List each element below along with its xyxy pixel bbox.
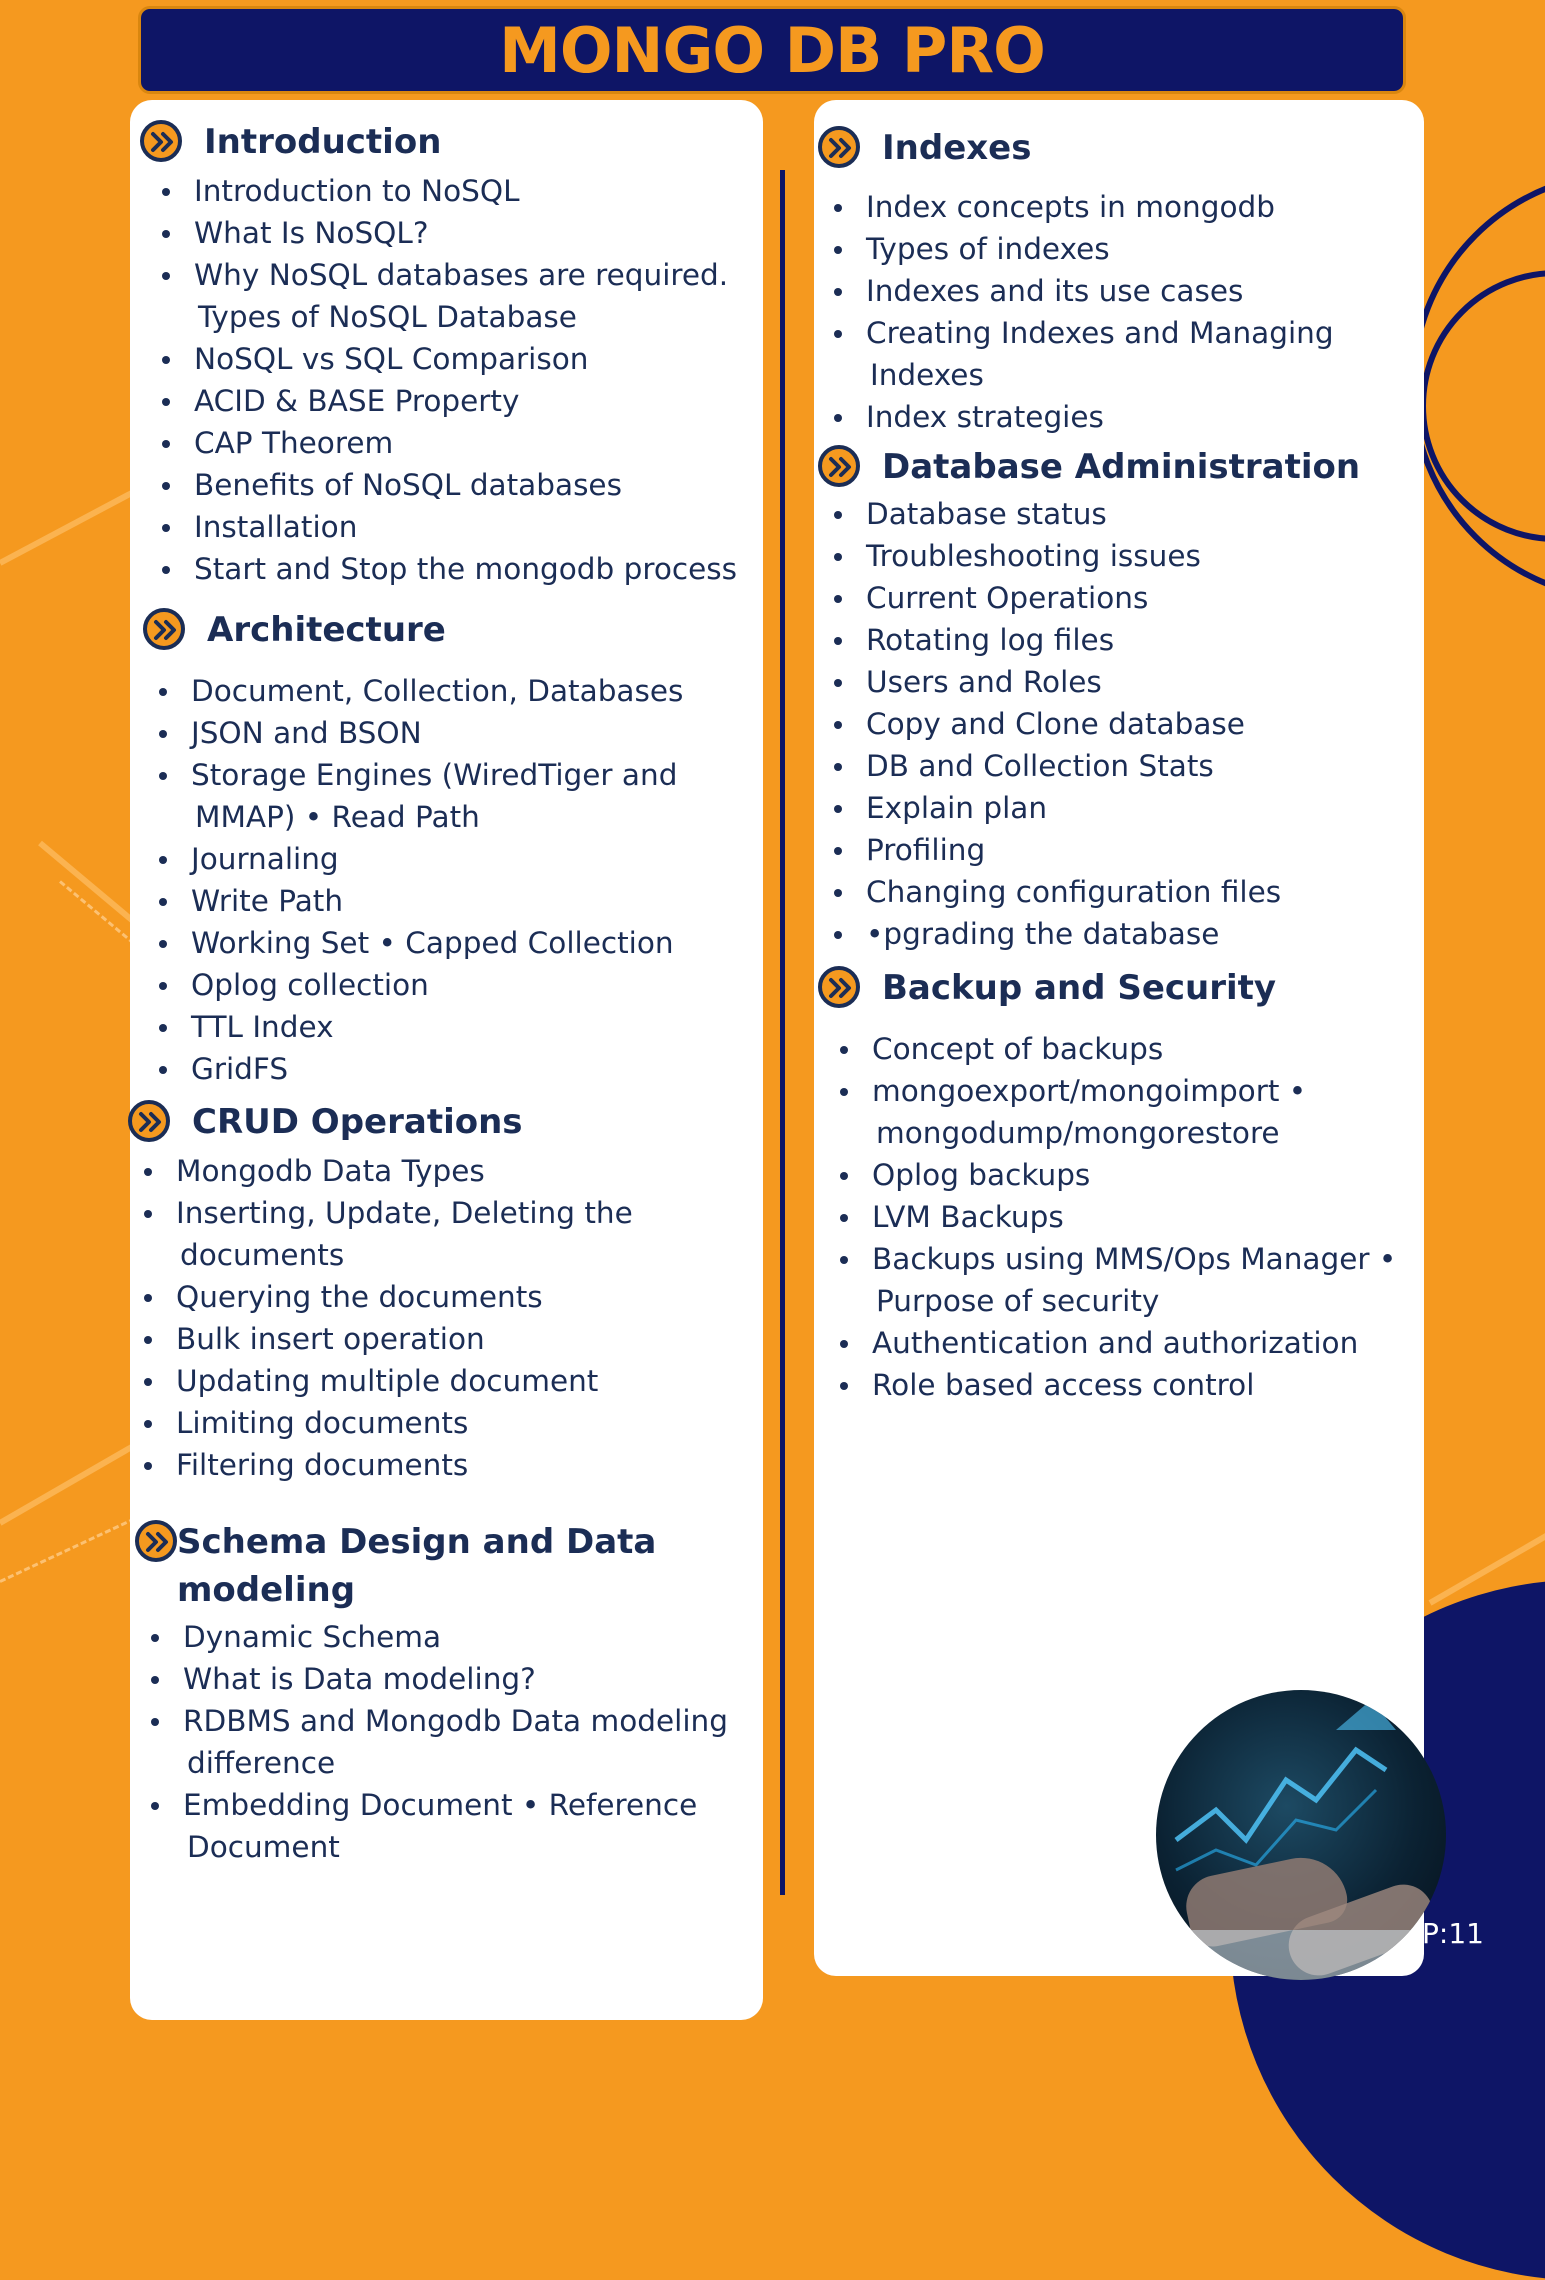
topic-item xyxy=(158,170,737,212)
topic-text: Embedding Document • Reference xyxy=(183,1788,698,1822)
topic-item xyxy=(836,1322,1396,1364)
topic-text: Types of indexes xyxy=(866,232,1110,266)
column-divider xyxy=(780,170,785,1895)
section-crud-operations xyxy=(128,1098,633,1486)
topic-text-continued: mongodump/mongorestore xyxy=(876,1116,1280,1150)
topic-item xyxy=(158,548,737,590)
topic-list xyxy=(830,186,1334,438)
section-database-administration xyxy=(818,443,1360,955)
topic-text: Users and Roles xyxy=(866,665,1102,699)
topic-text: Introduction to NoSQL xyxy=(194,174,520,208)
section-title: CRUD Operations xyxy=(192,1102,523,1142)
topic-item xyxy=(155,754,683,838)
topic-item xyxy=(155,838,683,880)
topic-item xyxy=(830,312,1334,396)
topic-item xyxy=(140,1150,633,1192)
topic-item xyxy=(155,922,683,964)
topic-item xyxy=(830,703,1360,745)
topic-item xyxy=(836,1028,1396,1070)
topic-list xyxy=(155,670,683,1090)
topic-text: Why NoSQL databases are required. xyxy=(194,258,729,292)
title-banner xyxy=(138,6,1406,94)
topic-list xyxy=(158,170,737,590)
double-chevron-right-icon xyxy=(818,966,860,1008)
topic-text-continued: Types of NoSQL Database xyxy=(198,300,577,334)
topic-text: Oplog backups xyxy=(872,1158,1091,1192)
topic-text: Journaling xyxy=(191,842,339,876)
topic-text: Current Operations xyxy=(866,581,1149,615)
topic-text: Document, Collection, Databases xyxy=(191,674,684,708)
topic-text: Copy and Clone database xyxy=(866,707,1245,741)
topic-item xyxy=(830,396,1334,438)
section-heading xyxy=(818,964,1396,1012)
topic-list xyxy=(836,1028,1396,1406)
section-title: Backup and Security xyxy=(882,968,1277,1008)
topic-item xyxy=(830,535,1360,577)
topic-item xyxy=(155,1006,683,1048)
topic-text: Installation xyxy=(194,510,358,544)
topic-text: Working Set • Capped Collection xyxy=(191,926,674,960)
topic-item xyxy=(147,1616,728,1658)
topic-text: Profiling xyxy=(866,833,986,867)
section-introduction xyxy=(140,118,737,590)
section-heading xyxy=(818,124,1334,172)
double-chevron-right-icon xyxy=(135,1520,177,1562)
topic-text: Inserting, Update, Deleting the xyxy=(176,1196,633,1230)
topic-text: GridFS xyxy=(191,1052,289,1086)
laptop-typing-photo xyxy=(1156,1690,1446,1980)
topic-item xyxy=(158,506,737,548)
topic-text: LVM Backups xyxy=(872,1200,1064,1234)
topic-list xyxy=(147,1616,728,1868)
section-architecture xyxy=(143,606,683,1090)
topic-text-continued: Indexes xyxy=(870,358,984,392)
topic-text: Updating multiple document xyxy=(176,1364,599,1398)
topic-item xyxy=(158,380,737,422)
topic-text: ACID & BASE Property xyxy=(194,384,520,418)
section-heading xyxy=(128,1098,633,1146)
topic-text: Indexes and its use cases xyxy=(866,274,1244,308)
topic-text-continued: MMAP) • Read Path xyxy=(195,800,480,834)
topic-text: CAP Theorem xyxy=(194,426,394,460)
topic-item xyxy=(830,745,1360,787)
topic-text: JSON and BSON xyxy=(191,716,422,750)
topic-item xyxy=(830,577,1360,619)
topic-item xyxy=(830,186,1334,228)
topic-item xyxy=(155,712,683,754)
topic-item xyxy=(140,1192,633,1276)
double-chevron-right-icon xyxy=(818,126,860,168)
topic-item xyxy=(830,871,1360,913)
topic-item xyxy=(140,1318,633,1360)
topic-item xyxy=(830,228,1334,270)
topic-item xyxy=(147,1658,728,1700)
topic-item xyxy=(140,1360,633,1402)
topic-text: •pgrading the database xyxy=(866,917,1220,951)
section-title: Indexes xyxy=(882,128,1032,168)
section-title: Introduction xyxy=(204,122,442,162)
page-number: P:11 xyxy=(1422,1917,1484,1950)
topic-text: Role based access control xyxy=(872,1368,1255,1402)
section-title: Schema Design and Data modeling xyxy=(177,1522,657,1610)
topic-item xyxy=(158,212,737,254)
double-chevron-right-icon xyxy=(143,608,185,650)
topic-list xyxy=(140,1150,633,1486)
section-heading xyxy=(143,606,683,654)
topic-item xyxy=(147,1700,728,1784)
double-chevron-right-icon xyxy=(140,120,182,162)
topic-text: Write Path xyxy=(191,884,344,918)
topic-text: Rotating log files xyxy=(866,623,1115,657)
topic-text: Creating Indexes and Managing xyxy=(866,316,1334,350)
topic-text: Backups using MMS/Ops Manager • xyxy=(872,1242,1397,1276)
topic-item xyxy=(830,661,1360,703)
page-title: MONGO DB PRO xyxy=(499,14,1045,87)
topic-item xyxy=(155,880,683,922)
topic-text: Oplog collection xyxy=(191,968,429,1002)
topic-text-continued: documents xyxy=(180,1238,345,1272)
topic-item xyxy=(830,619,1360,661)
topic-item xyxy=(836,1154,1396,1196)
section-heading xyxy=(135,1518,728,1614)
topic-item xyxy=(158,422,737,464)
topic-item xyxy=(836,1364,1396,1406)
topic-text: Explain plan xyxy=(866,791,1048,825)
topic-item xyxy=(140,1276,633,1318)
topic-item xyxy=(140,1402,633,1444)
topic-text: Troubleshooting issues xyxy=(866,539,1201,573)
topic-text: Index strategies xyxy=(866,400,1104,434)
section-heading xyxy=(818,443,1360,491)
topic-item xyxy=(836,1070,1396,1154)
section-title: Database Administration xyxy=(882,447,1361,487)
topic-item xyxy=(836,1238,1396,1322)
topic-text: Querying the documents xyxy=(176,1280,543,1314)
double-chevron-right-icon xyxy=(128,1100,170,1142)
section-heading xyxy=(140,118,737,166)
topic-item xyxy=(155,1048,683,1090)
topic-text: What Is NoSQL? xyxy=(194,216,429,250)
topic-text: Limiting documents xyxy=(176,1406,469,1440)
topic-item xyxy=(140,1444,633,1486)
topic-item xyxy=(830,913,1360,955)
double-chevron-right-icon xyxy=(818,445,860,487)
topic-text: Authentication and authorization xyxy=(872,1326,1359,1360)
topic-text: RDBMS and Mongodb Data modeling xyxy=(183,1704,728,1738)
topic-text: Start and Stop the mongodb process xyxy=(194,552,737,586)
topic-item xyxy=(158,338,737,380)
topic-text: Benefits of NoSQL databases xyxy=(194,468,622,502)
topic-text: Filtering documents xyxy=(176,1448,469,1482)
topic-text: Database status xyxy=(866,497,1107,531)
topic-item xyxy=(158,254,737,338)
topic-text: What is Data modeling? xyxy=(183,1662,536,1696)
topic-text: Changing configuration files xyxy=(866,875,1282,909)
topic-text: Bulk insert operation xyxy=(176,1322,485,1356)
topic-text: NoSQL vs SQL Comparison xyxy=(194,342,589,376)
topic-text: mongoexport/mongoimport • xyxy=(872,1074,1307,1108)
topic-list xyxy=(830,493,1360,955)
topic-item xyxy=(155,964,683,1006)
topic-text-continued: Document xyxy=(187,1830,340,1864)
section-schema-design-and-data-modeling xyxy=(135,1518,728,1868)
topic-item xyxy=(158,464,737,506)
topic-text: Mongodb Data Types xyxy=(176,1154,485,1188)
section-backup-and-security xyxy=(818,964,1396,1406)
section-indexes xyxy=(818,124,1334,438)
topic-text: Dynamic Schema xyxy=(183,1620,442,1654)
section-title: Architecture xyxy=(207,610,446,650)
topic-text-continued: difference xyxy=(187,1746,336,1780)
topic-text: DB and Collection Stats xyxy=(866,749,1214,783)
topic-text: TTL Index xyxy=(191,1010,334,1044)
topic-text-continued: Purpose of security xyxy=(876,1284,1160,1318)
topic-text: Storage Engines (WiredTiger and xyxy=(191,758,678,792)
topic-item xyxy=(830,787,1360,829)
topic-item xyxy=(830,829,1360,871)
topic-text: Concept of backups xyxy=(872,1032,1164,1066)
topic-item xyxy=(830,270,1334,312)
topic-item xyxy=(155,670,683,712)
topic-item xyxy=(147,1784,728,1868)
topic-text: Index concepts in mongodb xyxy=(866,190,1275,224)
topic-item xyxy=(836,1196,1396,1238)
topic-item xyxy=(830,493,1360,535)
